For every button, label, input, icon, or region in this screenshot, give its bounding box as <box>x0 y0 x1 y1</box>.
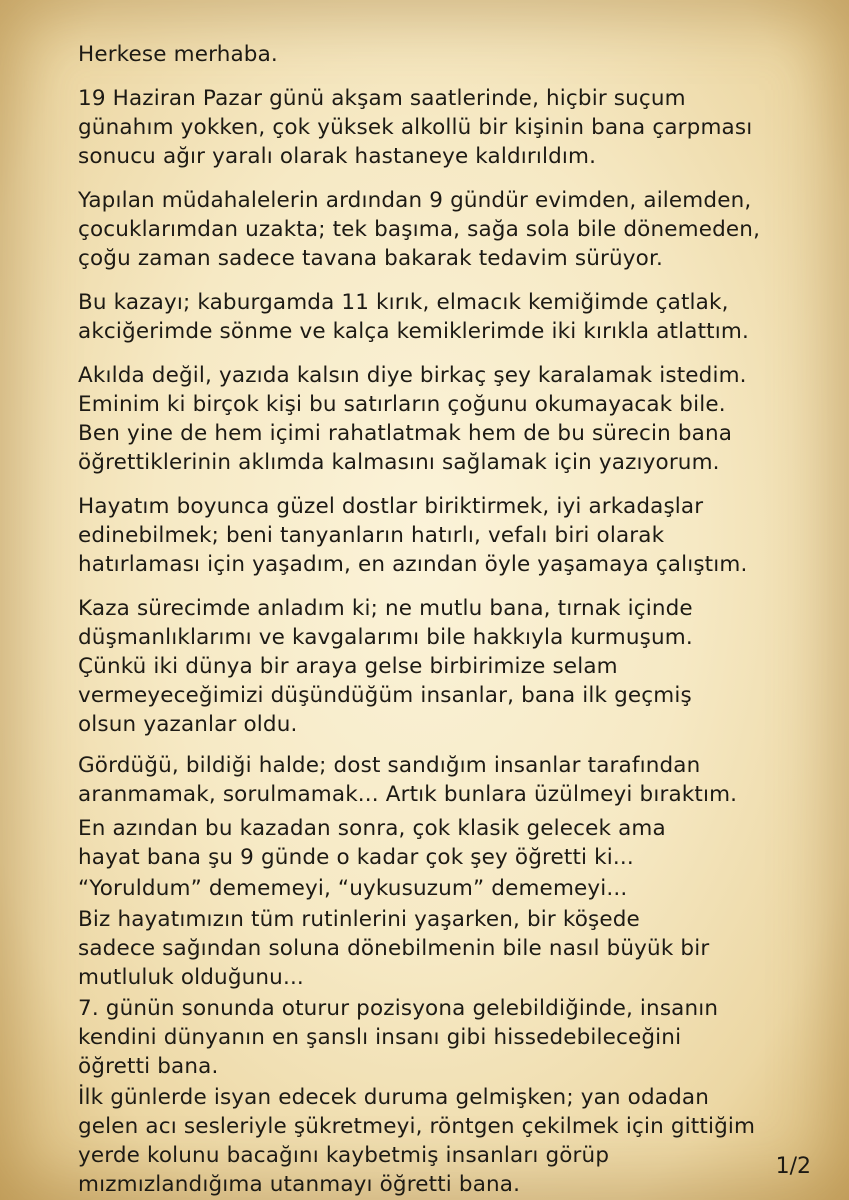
text-line: Eminim ki birçok kişi bu satırların çoğunu okumayacak bile. <box>78 392 726 417</box>
text-line: 19 Haziran Pazar günü akşam saatlerinde, hiçbir suçum <box>78 86 686 111</box>
text-line: sadece sağından soluna dönebilmenin bile nasıl büyük bir <box>78 936 710 961</box>
text-line: Ben yine de hem içimi rahatlatmak hem de bu sürecin bana <box>78 421 733 446</box>
greeting: Herkese merhaba. <box>78 42 278 67</box>
text-line: Gördüğü, bildiği halde; dost sandığım insanlar tarafından <box>78 753 701 778</box>
text-line: mızmızlandığıma utanmayı öğretti bana. <box>78 1172 521 1197</box>
text-line: “Yoruldum” dememeyi, “uykusuzum” dememeyi... <box>78 876 628 901</box>
paragraph-routines <box>78 905 818 992</box>
paragraph-friends <box>78 492 818 579</box>
text-line: düşmanlıklarımı ve kavgalarımı bile hakkıyla kurmuşum. <box>78 625 693 650</box>
text-line: En azından bu kazadan sonra, çok klasik gelecek ama <box>78 816 666 841</box>
text-line: gelen acı sesleriyle şükretmeyi, röntgen çekilmek için gittiğim <box>78 1114 756 1139</box>
paragraph-disappointment <box>78 751 818 809</box>
text-line: aranmamak, sorulmamak... Artık bunlara üzülmeyi bıraktım. <box>78 782 738 807</box>
text-line: edinebilmek; beni tanyanların hatırlı, vefalı biri olarak <box>78 523 665 548</box>
paragraph-accident <box>78 84 818 171</box>
text-line: 7. günün sonunda oturur pozisyona gelebildiğinde, insanın <box>78 996 719 1021</box>
paragraph-tired <box>78 874 818 903</box>
paragraph-gratitude <box>78 1083 818 1199</box>
paragraph-rivals <box>78 594 818 739</box>
text-line: Hayatım boyunca güzel dostlar biriktirmek, iyi arkadaşlar <box>78 494 704 519</box>
text-line: hatırlaması için yaşadım, en azından öyle yaşamaya çalıştım. <box>78 552 748 577</box>
text-line: Yapılan müdahalelerin ardından 9 gündür evimden, ailemden, <box>78 188 752 213</box>
text-line: mutluluk olduğunu... <box>78 965 304 990</box>
paragraph-treatment <box>78 186 818 273</box>
text-line: kendini dünyanın en şanslı insanı gibi hissedebileceğini <box>78 1025 682 1050</box>
text-line: İlk günlerde isyan edecek duruma gelmişken; yan odadan <box>78 1085 710 1110</box>
text-line: yerde kolunu bacağını kaybetmiş insanları görüp <box>78 1143 610 1168</box>
text-line: Bu kazayı; kaburgamda 11 kırık, elmacık kemiğimde çatlak, <box>78 290 729 315</box>
text-line: öğretti bana. <box>78 1054 219 1079</box>
text-line: öğrettiklerinin aklımda kalmasını sağlamak için yazıyorum. <box>78 450 720 475</box>
text-line: çocuklarımdan uzakta; tek başıma, sağa sola bile dönemeden, <box>78 217 761 242</box>
letter-body <box>78 40 818 1199</box>
text-line: çoğu zaman sadece tavana bakarak tedavim sürüyor. <box>78 246 663 271</box>
text-line: Biz hayatımızın tüm rutinlerini yaşarken, bir köşede <box>78 907 640 932</box>
text-line: günahım yokken, çok yüksek alkollü bir kişinin bana çarpması <box>78 115 753 140</box>
text-line: Kaza sürecimde anladım ki; ne mutlu bana, tırnak içinde <box>78 596 693 621</box>
text-line: Akılda değil, yazıda kalsın diye birkaç şey karalamak istedim. <box>78 363 747 388</box>
paragraph-lessons <box>78 814 818 872</box>
text-line: Çünkü iki dünya bir araya gelse birbirimize selam <box>78 654 618 679</box>
paragraph-writing-reason <box>78 361 818 477</box>
page-number: 1/2 <box>775 1154 811 1179</box>
text-line: vermeyeceğimizi düşündüğüm insanlar, bana ilk geçmiş <box>78 683 692 708</box>
paragraph-sitting-up <box>78 994 818 1081</box>
paragraph-injuries <box>78 288 818 346</box>
text-line: akciğerimde sönme ve kalça kemiklerimde iki kırıkla atlattım. <box>78 319 749 344</box>
text-line: olsun yazanlar oldu. <box>78 712 298 737</box>
text-line: hayat bana şu 9 günde o kadar çok şey öğretti ki... <box>78 845 634 870</box>
text-line: sonucu ağır yaralı olarak hastaneye kaldırıldım. <box>78 144 597 169</box>
